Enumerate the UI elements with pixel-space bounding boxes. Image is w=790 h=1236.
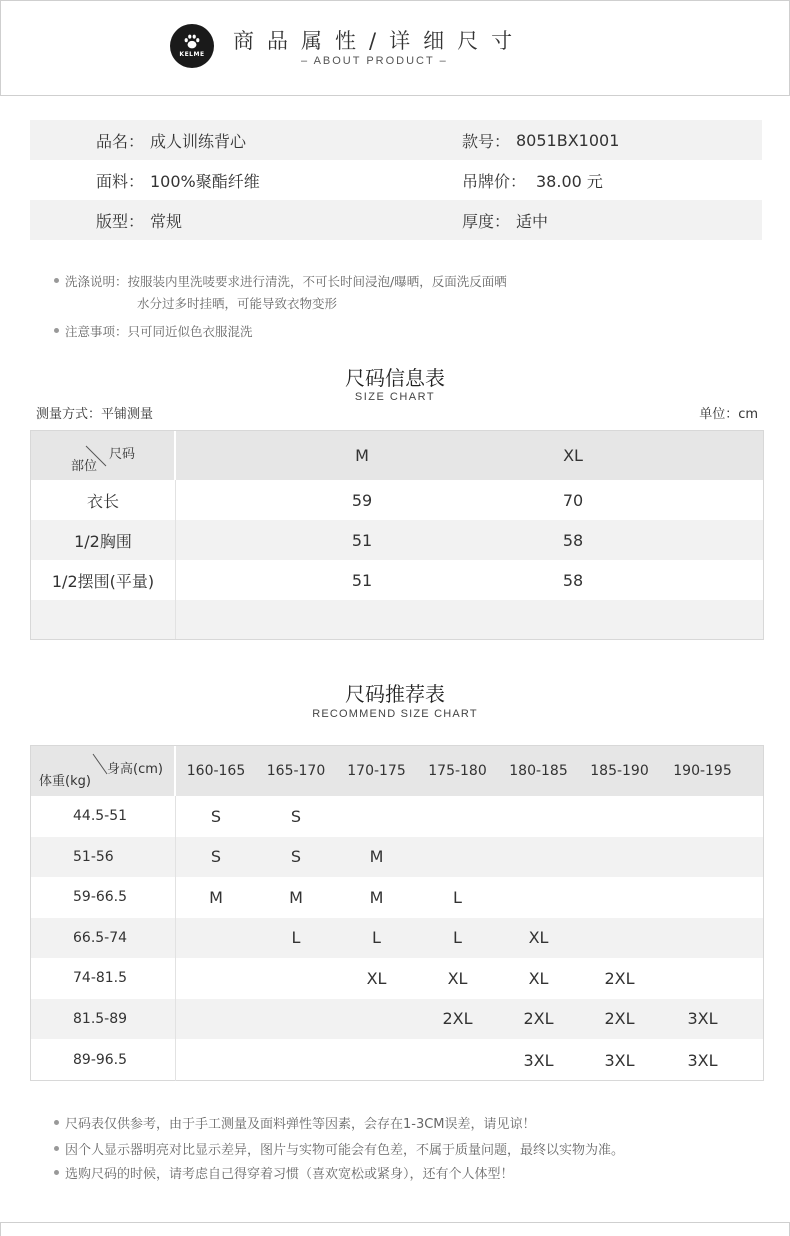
size-cell <box>256 958 336 999</box>
size-cell: S <box>290 806 302 826</box>
height-header: 185-190 <box>590 763 649 779</box>
size-header-xl: XL <box>563 446 583 465</box>
logo-text: KELME <box>179 51 205 58</box>
attr-label: 版型： <box>96 211 145 231</box>
attribute-table <box>30 120 762 240</box>
size-cell <box>579 837 660 878</box>
size-cell: XL <box>447 968 468 988</box>
paw-icon <box>183 34 201 50</box>
weight-cell: 44.5-51 <box>31 796 176 837</box>
footnote-text: 选购尺码的时候，请考虑自己得穿着习惯（喜欢宽松或紧身），还有个人体型！ <box>65 1167 514 1182</box>
part-cell: 1/2摆围(平量) <box>31 560 176 600</box>
wash-label: 洗涤说明： <box>65 274 128 289</box>
table-row-empty <box>31 600 763 639</box>
measure-method: 测量方式：平铺测量 <box>36 407 154 422</box>
care-text: 只可同近似色衣服混洗 <box>127 324 253 339</box>
table-row <box>31 796 763 837</box>
size-cell <box>579 796 660 837</box>
size-cell: S <box>210 806 222 826</box>
height-header: 180-185 <box>509 763 568 779</box>
bullet-icon <box>54 278 59 283</box>
recommend-chart-table <box>30 745 764 1081</box>
size-cell <box>498 796 579 837</box>
height-header: 190-195 <box>673 763 732 779</box>
attr-value: 常规 <box>150 211 183 231</box>
corner-cell <box>31 431 176 480</box>
wash-line1: 按服装内里洗唛要求进行清洗，不可长时间浸泡/曝晒，反面洗反面晒 <box>127 274 507 289</box>
part-cell: 衣长 <box>31 480 176 520</box>
part-cell: 1/2胸围 <box>31 520 176 560</box>
height-header: 175-180 <box>428 763 487 779</box>
value-cell: 58 <box>562 530 584 550</box>
size-cell: XL <box>528 968 549 988</box>
attribute-row <box>30 120 762 160</box>
size-cell: M <box>369 847 384 867</box>
size-cell <box>336 1039 417 1081</box>
table-row <box>31 958 763 999</box>
size-cell: 2XL <box>523 1009 554 1029</box>
footnote <box>54 1113 536 1132</box>
size-cell <box>176 958 256 999</box>
table-row <box>31 520 763 560</box>
table-row <box>31 480 763 520</box>
footnote-text: 尺码表仅供参考，由于手工测量及面料弹性等因素，会存在1-3CM误差，请见谅！ <box>65 1117 536 1132</box>
size-cell: 2XL <box>604 1009 635 1029</box>
size-cell <box>579 918 660 959</box>
attr-label: 品名： <box>96 131 145 151</box>
size-cell: S <box>290 847 302 867</box>
value-cell: 59 <box>351 490 373 510</box>
size-cell <box>660 958 745 999</box>
header <box>0 0 790 96</box>
size-cell <box>660 877 745 918</box>
size-cell <box>176 1039 256 1081</box>
attr-value: 100%聚酯纤维 <box>150 171 260 191</box>
size-cell: L <box>372 928 381 948</box>
attr-value: 38.00 元 <box>536 171 603 191</box>
page-title: 商品属性/详细尺寸 <box>233 29 526 53</box>
corner-bottom-label: 体重(kg) <box>39 774 91 789</box>
size-chart-subtitle: SIZE CHART <box>354 391 436 403</box>
attr-label: 厚度： <box>462 211 511 231</box>
size-header-m: M <box>355 446 369 465</box>
corner-top-label: 尺码 <box>109 446 136 462</box>
size-chart-header <box>31 431 763 480</box>
footnote <box>54 1163 514 1182</box>
size-cell: L <box>291 928 301 948</box>
footer-frame <box>0 1222 790 1236</box>
size-cell: 3XL <box>687 1050 718 1070</box>
size-cell <box>660 796 745 837</box>
page-subtitle: – ABOUT PRODUCT – <box>301 55 448 67</box>
care-label: 注意事项： <box>65 324 128 339</box>
attribute-row <box>30 160 762 200</box>
weight-cell: 51-56 <box>31 837 176 878</box>
size-cell <box>256 1039 336 1081</box>
value-cell-empty <box>176 600 548 639</box>
table-row <box>31 999 763 1040</box>
weight-cell: 74-81.5 <box>31 958 176 999</box>
wash-line2: 水分过多时挂晒，可能导致衣物变形 <box>137 296 338 311</box>
value-cell: 51 <box>351 570 373 590</box>
size-cell <box>176 999 256 1040</box>
recommend-chart-subtitle: RECOMMEND SIZE CHART <box>312 708 478 720</box>
diagonal-line <box>31 432 175 480</box>
size-cell <box>176 918 256 959</box>
height-header: 165-170 <box>266 763 326 779</box>
part-cell-empty <box>31 600 176 639</box>
bullet-icon <box>54 1170 59 1175</box>
bullet-icon <box>54 1120 59 1125</box>
attr-value: 8051BX1001 <box>516 130 620 150</box>
size-cell: L <box>453 928 462 948</box>
recommend-chart-title: 尺码推荐表 <box>345 682 445 706</box>
size-cell: 3XL <box>523 1050 554 1070</box>
size-cell <box>498 877 579 918</box>
footnote-text: 因个人显示器明亮对比显示差异，图片与实物可能会有色差，不属于质量问题，最终以实物为准。 <box>65 1143 625 1158</box>
size-cell: 2XL <box>442 1009 473 1029</box>
size-cell <box>579 877 660 918</box>
attribute-row <box>30 200 762 240</box>
size-cell <box>417 837 498 878</box>
attr-value: 适中 <box>516 211 549 231</box>
care-note <box>54 322 253 340</box>
bullet-icon <box>54 328 59 333</box>
attr-label: 款号： <box>462 131 511 151</box>
weight-cell: 66.5-74 <box>31 918 176 959</box>
size-cell: 2XL <box>604 968 635 988</box>
xl-column <box>548 431 598 600</box>
value-cell: 51 <box>351 530 373 550</box>
size-cell: M <box>209 887 223 907</box>
size-cell <box>336 999 417 1040</box>
table-row <box>31 837 763 878</box>
table-row <box>31 918 763 959</box>
size-cell <box>256 999 336 1040</box>
size-cell <box>417 1039 498 1081</box>
attr-value: 成人训练背心 <box>150 131 247 151</box>
size-cell: XL <box>366 968 387 988</box>
brand-logo <box>170 24 214 68</box>
wash-note <box>54 272 507 290</box>
value-cell: 70 <box>562 490 584 510</box>
size-cell: 3XL <box>604 1050 635 1070</box>
size-cell: 3XL <box>687 1009 718 1029</box>
bullet-icon <box>54 1146 59 1151</box>
table-row <box>31 1039 763 1081</box>
size-cell <box>660 837 745 878</box>
size-cell: L <box>453 887 462 907</box>
corner-bottom-label: 部位 <box>71 458 98 474</box>
table-row <box>31 877 763 918</box>
unit-label: 单位：cm <box>699 407 758 422</box>
size-cell: M <box>369 887 384 907</box>
size-cell: XL <box>528 928 549 948</box>
size-chart-title: 尺码信息表 <box>345 366 445 390</box>
footnote <box>54 1139 624 1158</box>
recommend-header <box>31 746 763 796</box>
value-cell: 58 <box>562 570 584 590</box>
size-cell <box>336 796 417 837</box>
corner-cell <box>31 746 176 796</box>
size-cell: M <box>289 887 303 907</box>
weight-cell: 89-96.5 <box>31 1039 176 1081</box>
weight-cell: 81.5-89 <box>31 999 176 1040</box>
corner-top-label: 身高(cm) <box>107 762 163 777</box>
size-cell <box>417 796 498 837</box>
attr-label: 吊牌价： <box>462 171 527 191</box>
size-cell: S <box>210 847 222 867</box>
table-row <box>31 560 763 600</box>
height-header: 170-175 <box>347 763 406 779</box>
weight-cell: 59-66.5 <box>31 877 176 918</box>
size-cell <box>498 837 579 878</box>
size-cell <box>660 918 745 959</box>
size-chart-table <box>30 430 764 640</box>
height-header: 160-165 <box>186 763 246 779</box>
attr-label: 面料： <box>96 171 145 191</box>
